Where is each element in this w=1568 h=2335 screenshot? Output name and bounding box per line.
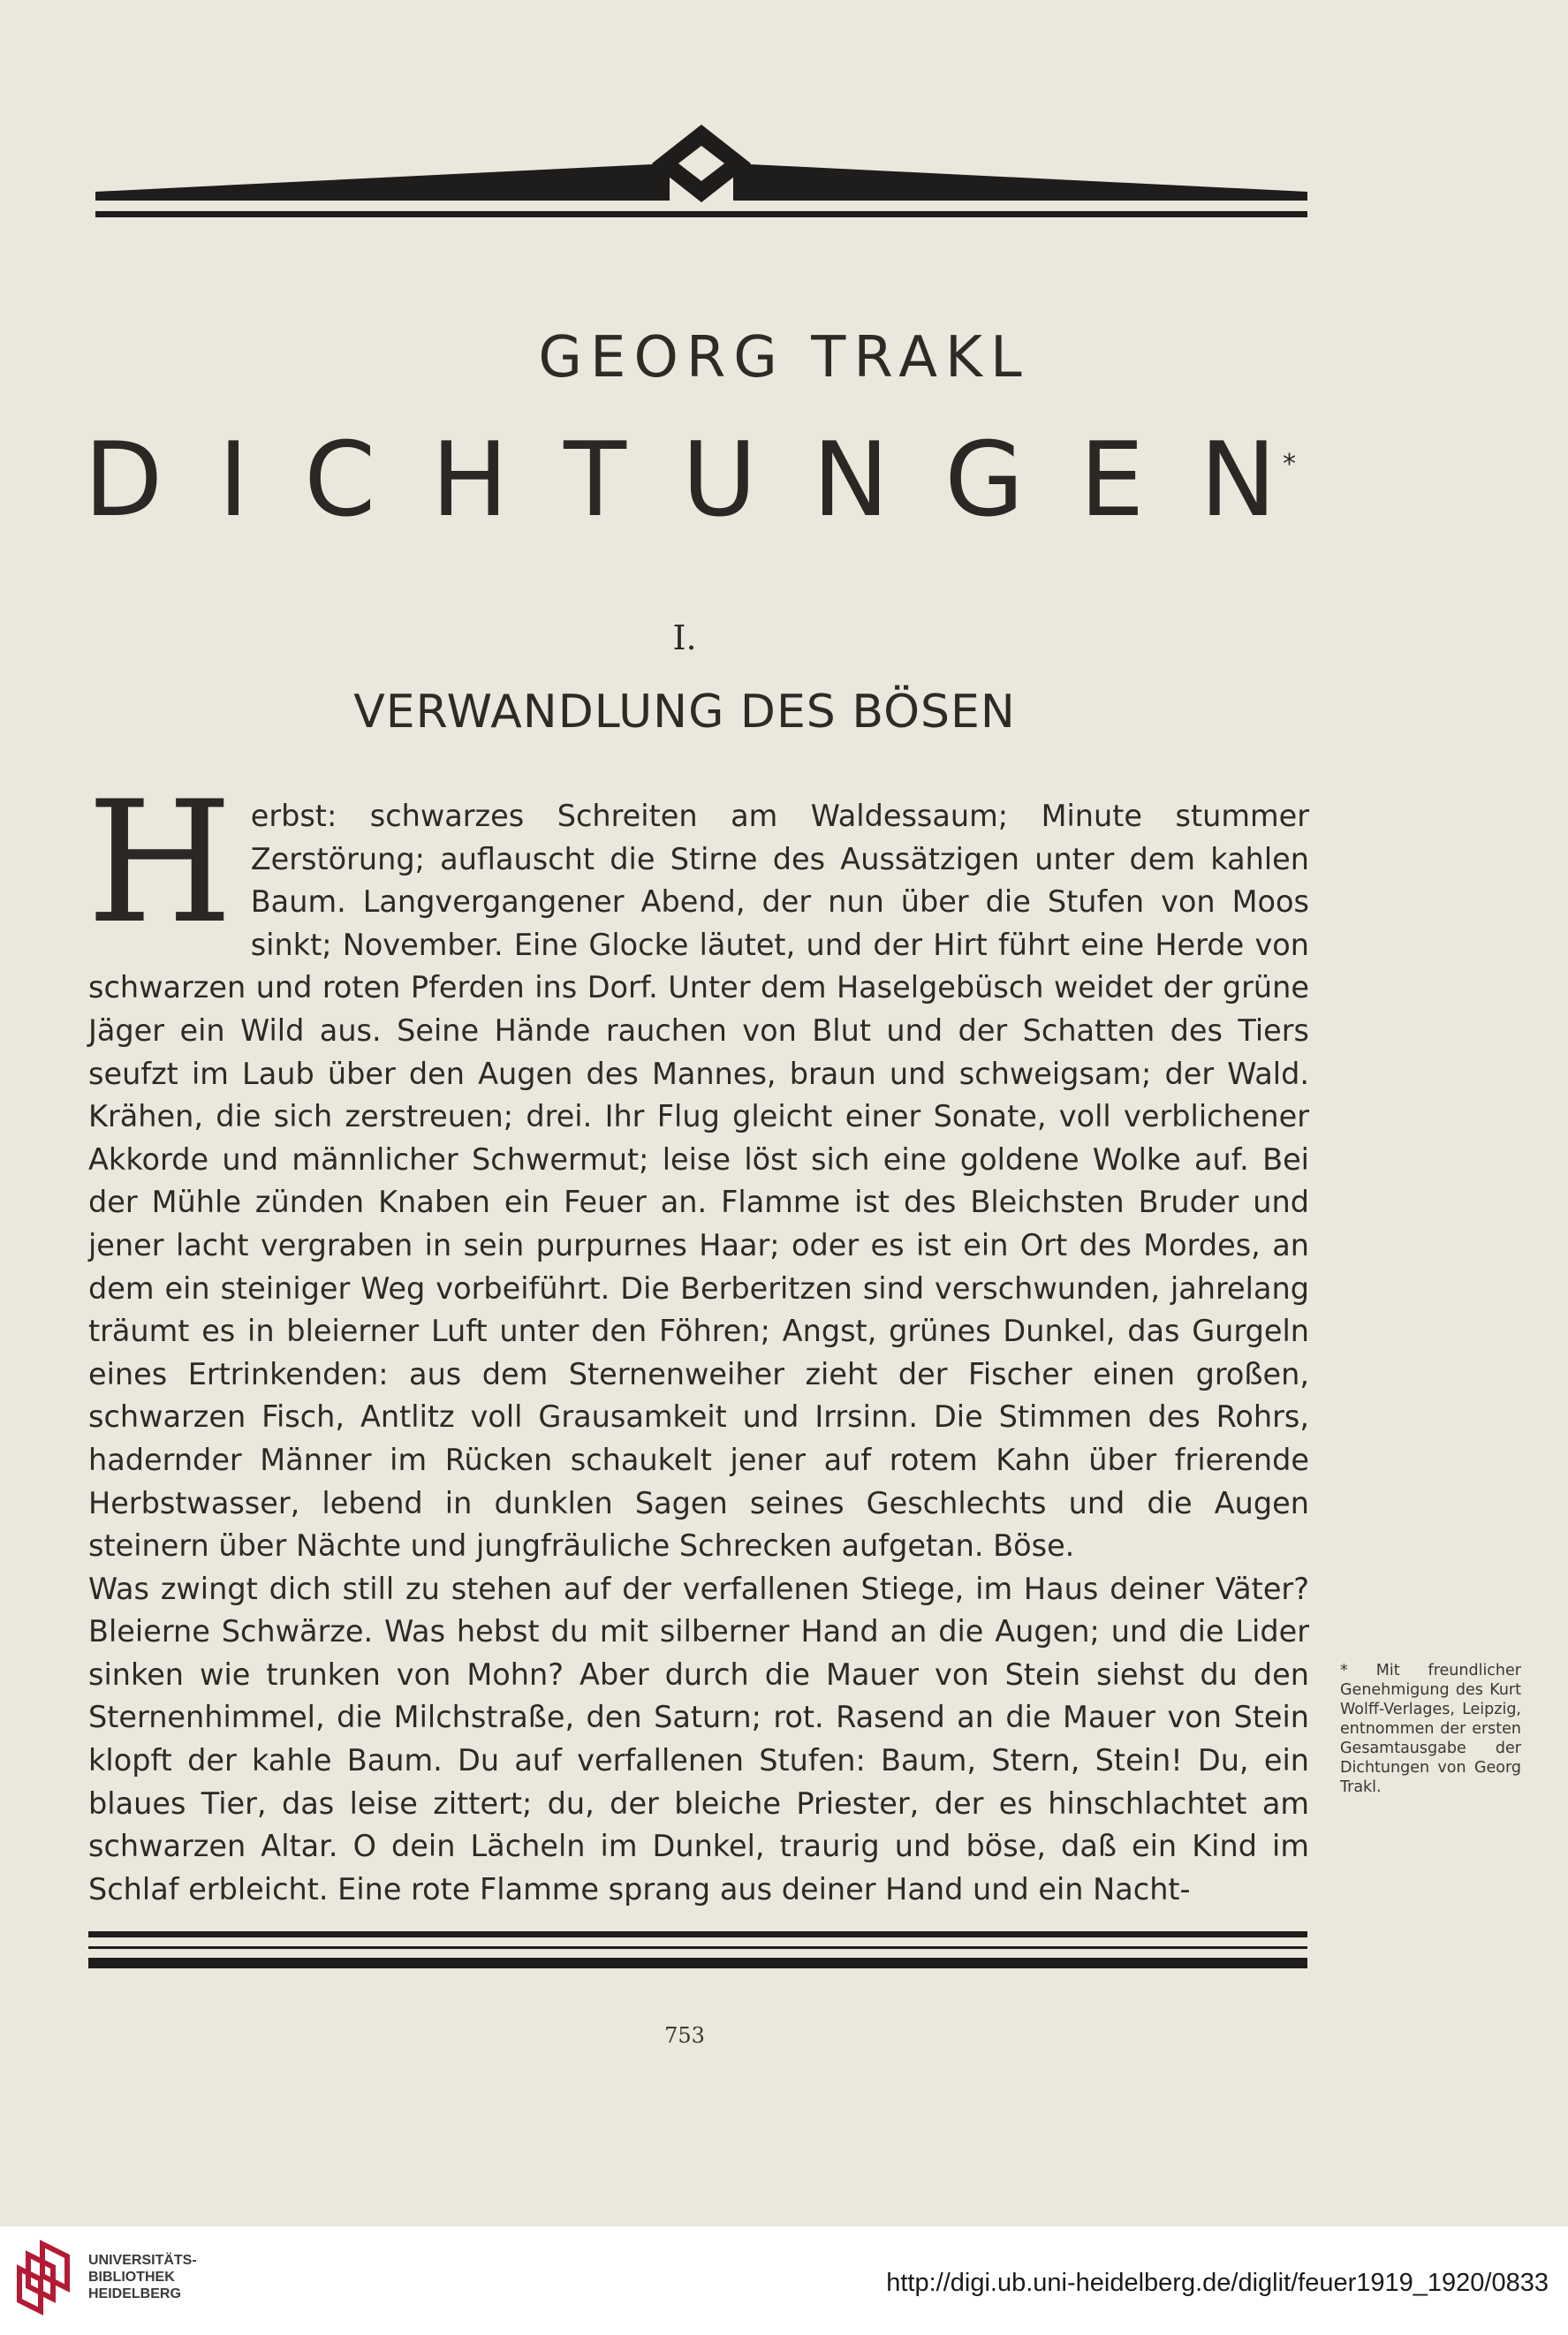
page-number: 753 [664, 2023, 705, 2048]
library-name-line: UNIVERSITÄTS- [88, 2253, 197, 2268]
author-name: GEORG TRAKL [538, 325, 1030, 390]
bottom-rule-thin [88, 1946, 1307, 1949]
bottom-rule [88, 1931, 1307, 1937]
title-letter: G [944, 421, 1025, 540]
footnote-marker: * [1283, 449, 1296, 480]
drop-cap: H [87, 765, 233, 960]
title-letter: N [812, 421, 890, 540]
title-letter: I [218, 421, 249, 540]
library-name[interactable] [88, 2252, 197, 2302]
library-logo-icon[interactable] [16, 2237, 78, 2318]
title-letter: H [431, 421, 509, 540]
library-name-line: BIBLIOTHEK [88, 2270, 175, 2285]
title-letter: N [1200, 421, 1276, 540]
poem-text [87, 765, 1309, 1911]
paragraph-text: erbst: schwarzes Schreiten am Waldessaum; Minute stummer Zerstörung; auflauscht die Stirne des Aussätzigen unter dem kahlen Baum. Langvergangener Abend, der nun über die Stufen von Moos sinkt; November. Eine Glocke läutet, und der Hirt führt eine Herde von schwarzen und roten Pferden ins Dorf. Unter dem Haselgebüsch weidet der grüne Jäger ein Wild aus. Seine Hände rauchen von Blut und der Schatten des Tiers seufzt im Laub über den Augen des Mannes, braun und schweigsam; der Wald. Krähen, die sich zerstreuen; drei. Ihr Flug gleicht einer Sonate, voll verblichener Akkorde und männlicher Schwermut; leise löst sich eine goldene Wolke auf. Bei der Mühle zünden Knaben ein Feuer an. Flamme ist des Bleichsten Bruder und jener lacht vergraben in sein purpurnes Haar; oder es ist ein Ort des Mordes, an dem ein steiniger Weg vorbeiführt. Die Berberitzen sind verschwunden, jahrelang träumt es in bleierner Luft unter den Föhren; Angst, grünes Dunkel, das Gurgeln eines Ertrinkenden: aus dem Sternenweiher zieht der Fischer einen großen, schwarzen Fisch, Antlitz voll Grausamkeit und Irrsinn. Die Stimmen des Rohrs, hadernder Männer im Rücken schaukelt jener auf rotem Kahn über frierende Herbstwasser, lebend in dunklen Sagen seines Geschlechts und die Augen steinern über Nächte und jungfräuliche Schrecken aufgetan. Böse. [88, 799, 1309, 1564]
footnote: * Mit freundlicher Genehmigung des Kurt Wolff-Verlages, Leipzig, entnommen der ersten Gesamtausgabe der Dichtungen von Georg Trakl. [1340, 1662, 1521, 1796]
paragraph [87, 765, 1309, 1568]
title-letter: T [564, 421, 627, 540]
main-title [84, 421, 1276, 548]
section-number: I. [672, 618, 697, 657]
section-title: VERWANDLUNG DES BÖSEN [353, 686, 1016, 739]
title-letter: E [1079, 421, 1145, 540]
title-letter: U [681, 421, 757, 540]
title-letter: D [84, 421, 163, 540]
title-letter: C [304, 421, 376, 540]
source-url-link[interactable]: http://digi.ub.uni-heidelberg.de/diglit/feuer1919_1920/0833 [886, 2269, 1549, 2297]
header-ornament [95, 119, 1307, 225]
library-name-line: HEIDELBERG [88, 2286, 181, 2301]
bottom-rule-heavy [88, 1958, 1307, 1968]
paragraph: Was zwingt dich still zu stehen auf der verfallenen Stiege, im Haus deiner Väter? Bleierne Schwärze. Was hebst du mit silberner Hand an die Augen; und die Lider sinken wie trunken von Mohn? Aber durch die Mauer von Stein siehst du den Sternenhimmel, die Milchstraße, den Saturn; rot. Rasend an die Mauer von Stein klopft der kahle Baum. Du auf verfallenen Stufen: Baum, Stern, Stein! Du, ein blaues Tier, das leise zittert; du, der bleiche Priester, der es hinschlachtet am schwarzen Altar. O dein Lächeln im Dunkel, traurig und böse, daß ein Kind im Schlaf erbleicht. Eine rote Flamme sprang aus deiner Hand und ein Nacht- [88, 1571, 1309, 1907]
